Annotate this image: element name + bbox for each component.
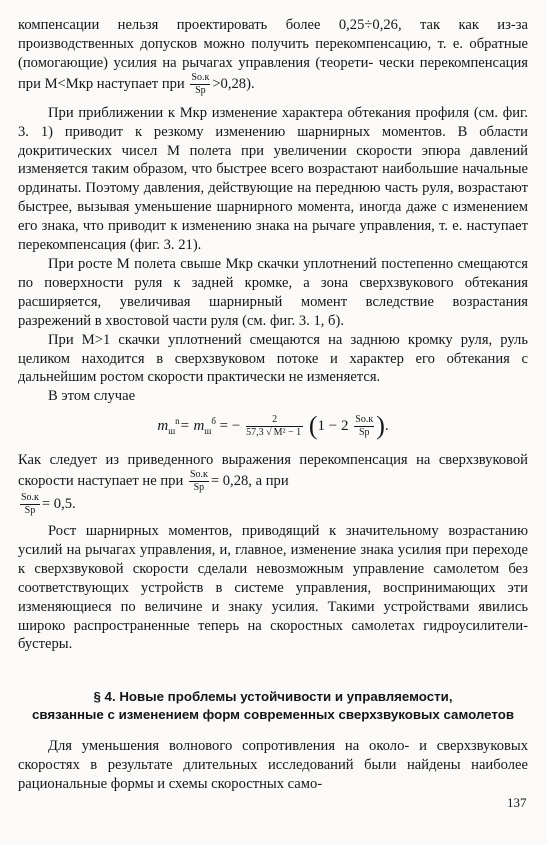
ratio-fraction-2: $\frac{Sо.к}{Sр}$	[189, 469, 208, 494]
hinge-moment-formula: $m_ш^n= m_ш^б$ = − $\frac{2}{\text{57,3 √ M² − 1}}$ (1 − 2 $\frac{Sо.к}{Sр}$ ).	[157, 411, 389, 441]
opening-text-cont: чески перекомпенсация при М<Мкр наступает при	[18, 54, 529, 92]
paragraph-4: В этом случае	[48, 388, 136, 405]
formula-fraction: $\frac{2}{\text{57,3 √ M² − 1}}$	[246, 414, 302, 439]
section-heading: § 4. Новые проблемы устойчивости и управляемости, связанные с изменением форм современных сверхзвуковых самолетов	[31, 689, 515, 722]
formula-ratio: $\frac{Sо.к}{Sр}$	[355, 414, 374, 439]
paragraph-2: При росте М полета свыше Мкр скачки уплотнений постепенно смещаются по поверхности руля к задней кромке, а зона сверхзвукового обтекания расширяется, увеличивая шарнирный момент вследствие возрастания разрежений в хвостовой части руля (см. фиг. 3. 1, б).	[18, 255, 528, 329]
body-text-bottom	[18, 737, 528, 794]
paragraph-5: Как следует из приведенного выражения перекомпенсация на сверхзвуковой скорости наступает не при $\frac{Sо.к}{Sр}$ = 0,28, а при $\frac{Sо.к}{Sр}$ = 0,5.	[18, 452, 528, 517]
paragraph-7: Для уменьшения волнового сопротивления на около- и сверхзвуковых скоростях в результате длительных исследований были найдены наиболее рациональные формы и схемы скоростных само-	[18, 738, 528, 792]
paragraph-6: Рост шарнирных моментов, приводящий к значительному возрастанию усилий на рычагах управления, и, главное, изменение знака усилия при переходе к сверхзвуковой скорости сделали невозможным управление самолетом без соответствующих устройств в системе управления, воспринимающих эти изменяющиеся по величине и знаку усилия. Такими устройствами явились широко распространенные теперь на скоростных самолетах гидроусилители-бустеры.	[18, 523, 528, 653]
paragraph-3: При М>1 скачки уплотнений смещаются на заднюю кромку руля, руль целиком находится в сверхзвуковом потоке и характер его обтекания с дальнейшим ростом скорости практически не изменяется.	[18, 331, 528, 386]
opening-text: компенсации нельзя проектировать более 0,25÷0,26, так как из-за производственных допусков можно получить перекомпенсацию, т. е. обратные (помогающие) усилия на рычагах управления (теорети-	[18, 17, 528, 71]
page-number: 137	[507, 795, 527, 810]
body-text-top	[18, 16, 528, 654]
opening-text-end: >0,28).	[212, 75, 255, 92]
ratio-fraction-3: $\frac{Sо.к}{Sр}$	[21, 492, 39, 517]
paragraph-1: При приближении к Мкр изменение характера обтекания профиля (см. фиг. 3. 1) приводит к резкому изменению шарнирных моментов. В области докритических чисел М полета при увеличении скорости эпюра давлений изменяется таким образом, что быстрее всего возрастают наибольшие начальные ординаты. Поэтому давления, действующие на переднюю часть руля, возрастают быстрее, вызывая уменьшение шарнирного момента, иногда даже с изменением его знака, что приводит к изменению знака на рычаге управления, т. е. наступает перекомпенсация (фиг. 3. 21).	[18, 104, 528, 254]
opening-paragraph	[18, 16, 528, 96]
ratio-fraction: $\frac{Sо.к}{Sр}$	[191, 71, 210, 96]
